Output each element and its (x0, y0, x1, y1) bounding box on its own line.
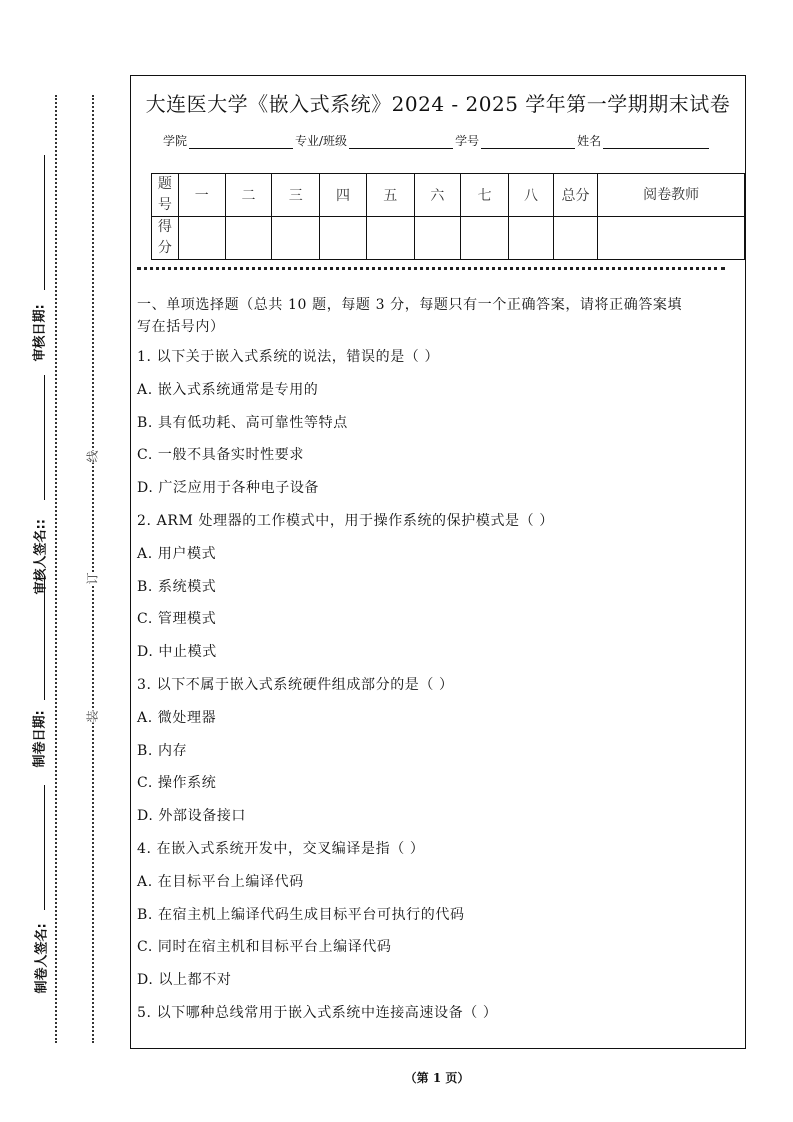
binding-dotted-line-inner (92, 95, 94, 1043)
prepare-date-blank[interactable] (44, 575, 45, 700)
prepare-date-label: 制卷日期: (32, 710, 48, 768)
college-label: 学院 (163, 134, 188, 148)
name-label: 姓名 (577, 134, 602, 148)
answer-option: A. 微处理器 (137, 709, 217, 726)
reviewer-signature-label: 审核人签名:: (33, 519, 49, 595)
section-heading-line2: 写在括号内） (137, 319, 225, 335)
score-cell[interactable] (225, 217, 271, 260)
col-8: 八 (509, 174, 554, 217)
score-cell[interactable] (178, 217, 225, 260)
col-1: 一 (178, 174, 225, 217)
binding-mark-ding: 订 (85, 572, 100, 585)
row-label-score: 得分 (152, 217, 179, 260)
answer-option: B. 在宿主机上编译代码生成目标平台可执行的代码 (137, 906, 465, 923)
binding-mark-zhuang: 装 (85, 710, 100, 723)
major-class-label: 专业/班级 (295, 134, 348, 148)
name-field[interactable] (603, 136, 709, 149)
answer-option: A. 嵌入式系统通常是专用的 (137, 381, 319, 398)
review-date-blank[interactable] (44, 155, 45, 290)
answer-option: A. 用户模式 (137, 545, 217, 562)
page-number: （第 1 页） (404, 1071, 470, 1085)
score-cell[interactable] (414, 217, 460, 260)
answer-option: A. 在目标平台上编译代码 (137, 873, 304, 890)
reviewer-signature-blank[interactable] (44, 375, 45, 500)
score-cell[interactable] (509, 217, 554, 260)
col-2: 二 (225, 174, 271, 217)
question-stem: 2. ARM 处理器的工作模式中，用于操作系统的保护模式是（ ） (137, 513, 554, 529)
score-cell[interactable] (461, 217, 509, 260)
student-id-label: 学号 (455, 134, 480, 148)
preparer-signature-label: 制卷人签名: (34, 923, 50, 994)
question-stem: 3. 以下不属于嵌入式系统硬件组成部分的是（ ） (137, 677, 454, 693)
col-6: 六 (414, 174, 460, 217)
student-info-row (163, 132, 711, 149)
exam-page-frame (130, 75, 746, 1049)
answer-option: D. 中止模式 (137, 644, 217, 661)
binding-mark-xian: 线 (85, 450, 100, 463)
answer-option: C. 管理模式 (137, 611, 217, 628)
col-7: 七 (461, 174, 509, 217)
review-date-label: 审核日期: (32, 304, 48, 362)
preparer-signature-blank[interactable] (44, 785, 45, 910)
binding-dotted-line-outer (55, 95, 57, 1043)
col-total: 总分 (553, 174, 598, 217)
answer-option: D. 外部设备接口 (137, 808, 247, 825)
question-stem: 1. 以下关于嵌入式系统的说法，错误的是（ ） (137, 349, 440, 365)
answer-option: C. 同时在宿主机和目标平台上编译代码 (137, 939, 392, 956)
score-table (151, 173, 745, 260)
answer-option: D. 广泛应用于各种电子设备 (137, 480, 320, 497)
col-5: 五 (366, 174, 414, 217)
answer-option: C. 一般不具备实时性要求 (137, 447, 304, 464)
question-stem: 5. 以下哪种总线常用于嵌入式系统中连接高速设备（ ） (137, 1005, 498, 1021)
section-divider (137, 267, 725, 270)
row-label-question-no: 题号 (152, 174, 179, 217)
answer-option: B. 具有低功耗、高可靠性等特点 (137, 414, 348, 431)
col-4: 四 (320, 174, 366, 217)
col-3: 三 (272, 174, 320, 217)
major-class-field[interactable] (349, 136, 453, 149)
score-cell[interactable] (553, 217, 598, 260)
exam-title: 大连医大学《嵌入式系统》2024 - 2025 学年第一学期期末试卷 (145, 92, 731, 116)
section-heading-line1: 一、单项选择题（总共 10 题，每题 3 分，每题只有一个正确答案，请将正确答案填 (137, 297, 683, 313)
answer-option: B. 系统模式 (137, 578, 217, 595)
score-cell[interactable] (598, 217, 745, 260)
answer-option: C. 操作系统 (137, 775, 217, 792)
score-cell[interactable] (366, 217, 414, 260)
score-cell[interactable] (320, 217, 366, 260)
student-id-field[interactable] (481, 136, 575, 149)
college-field[interactable] (189, 136, 293, 149)
col-grader: 阅卷教师 (598, 174, 745, 217)
answer-option: D. 以上都不对 (137, 972, 232, 989)
answer-option: B. 内存 (137, 742, 188, 759)
question-stem: 4. 在嵌入式系统开发中，交叉编译是指（ ） (137, 841, 425, 857)
score-cell[interactable] (272, 217, 320, 260)
